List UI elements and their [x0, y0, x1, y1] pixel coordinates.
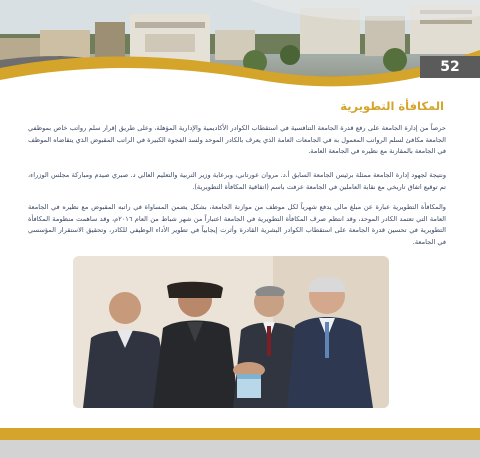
header-curve-decoration	[0, 0, 480, 110]
paragraph-2: ونتيجة لجهود إدارة الجامعة ممثلة برئيس الجامعة السابق أ.د. مروان عورتاني، وبرعاية وزير التربية والتعليم العالي د. صبري صيدم ومباركة مجلس الوزراء، تم توقيع اتفاق تاريخي مع نقابة العاملين في الجامعة عرفت باسم (اتفاقية المكافأة التطويرية).	[28, 171, 446, 191]
signing-ceremony-photo	[73, 256, 389, 408]
page-number: 52	[420, 56, 480, 78]
paragraph-3: والمكافأة التطويرية عبارة عن مبلغ مالي يدفع شهرياً لكل موظف من موازنة الجامعة، بشكل يضمن المساواة في راتبه المقبوض مع نظيره في الجامعة العامة التي تعتمد الكادر الموحد، وقد انتظم صرف المكافأة التطويرية في الجامعة اعتباراً من شهر شباط من العام ٢٠١٦م، وقد ساهمت منظومة المكافأة التطويرية في تحسين قدرة الجامعة على استقطاب الكوادر البشرية القادرة وأثرت إيجابياً في تطوير الأداء الوظيفي للكادر، وتحقيق الاستقرار المؤسسي في الجامعة.	[28, 203, 446, 246]
paragraph-1: حرصاً من إدارة الجامعة على رفع قدرة الجامعة التنافسية في استقطاب الكوادر الأكاديمية والإدارية المؤهلة، وعلى طريق إقرار سلم رواتب خاص بموظفي الجامعة مكافئ لسلم الرواتب المعمول به في الجامعات العامة الذي يعرف بالكادر الموحد ولسد الفجوة الكبيرة في الراتب المقبوض الذي يتقاضاه الموظف في الجامعة بالمقارنة مع نظيره في الجامعة العامة.	[28, 124, 446, 156]
footer-gold-band	[0, 428, 480, 440]
footer-grey-band	[0, 440, 480, 458]
section-title: المكافأة التطويرية	[340, 99, 444, 113]
